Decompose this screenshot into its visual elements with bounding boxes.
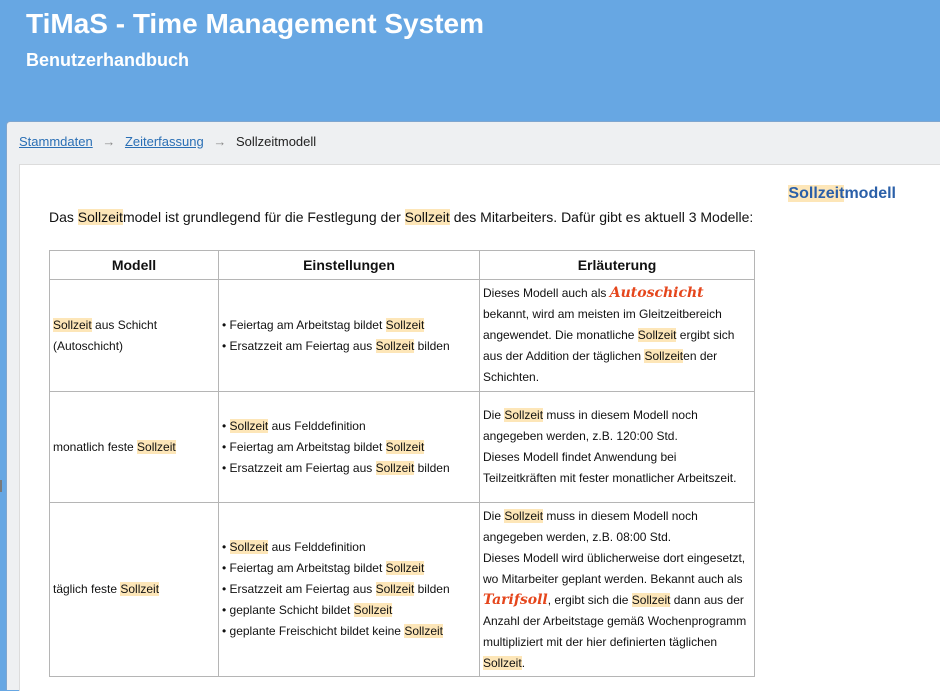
search-highlight: Sollzeit [120, 582, 160, 596]
breadcrumb-link-zeiterfassung[interactable]: Zeiterfassung [124, 134, 204, 149]
breadcrumb-link-stammdaten[interactable]: Stammdaten [19, 134, 93, 149]
frame-edge-marker [0, 480, 2, 492]
table-header-row [50, 251, 755, 280]
list-item: • geplante Schicht bildet Sollzeit [222, 603, 393, 617]
breadcrumb-separator: → [102, 134, 116, 149]
main-content [19, 164, 940, 691]
list-item: • Feiertag am Arbeitstag bildet Sollzeit [222, 439, 425, 454]
column-header-erlaeuterung: Erläuterung [480, 251, 755, 280]
list-item: • Sollzeit aus Felddefinition [222, 418, 366, 433]
breadcrumb-separator: → [213, 134, 227, 149]
list-item: • Ersatzzeit am Feiertag aus Sollzeit bilden [222, 582, 450, 596]
model-table [49, 250, 755, 677]
table-row [50, 392, 755, 503]
search-highlight: Sollzeit [404, 209, 450, 225]
content-frame [6, 121, 940, 690]
intro-text: Das Sollzeitmodel ist grundlegend für die Festlegung der Sollzeit des Mitarbeiters. Dafür gibt es aktuell 3 Modelle: [49, 209, 754, 225]
cell-einstellungen [219, 392, 480, 503]
cell-modell: täglich feste Sollzeit [50, 503, 219, 677]
page-title: Sollzeitmodell [788, 185, 896, 202]
cell-modell: monatlich feste Sollzeit [50, 392, 219, 503]
list-item: • Ersatzzeit am Feiertag aus Sollzeit bilden [222, 460, 450, 475]
search-highlight: Sollzeit [788, 185, 845, 202]
search-highlight: Sollzeit [77, 209, 123, 225]
cell-erlaeuterung: Die Sollzeit muss in diesem Modell noch angegeben werden, z.B. 120:00 Std. Dieses Modell findet Anwendung bei Teilzeitkräften mit fester monatlicher Arbeitszeit. [480, 392, 755, 503]
list-item: • geplante Freischicht bildet keine Sollzeit [222, 624, 443, 638]
column-header-einstellungen: Einstellungen [219, 251, 480, 280]
cell-modell: Sollzeit aus Schicht (Autoschicht) [50, 280, 219, 392]
term-tarifsoll: Tarifsoll [483, 591, 548, 608]
app-title: TiMaS - Time Management System [26, 8, 484, 39]
list-item: • Feiertag am Arbeitstag bildet Sollzeit [222, 317, 425, 332]
table-row [50, 503, 755, 677]
breadcrumb-current: Sollzeitmodell [235, 134, 317, 149]
term-autoschicht: Autoschicht [609, 285, 704, 301]
cell-einstellungen [219, 280, 480, 392]
breadcrumb [19, 134, 316, 149]
search-highlight: Sollzeit [53, 317, 92, 332]
list-item: • Sollzeit aus Felddefinition [222, 540, 366, 554]
cell-erlaeuterung: Die Sollzeit muss in diesem Modell noch angegeben werden, z.B. 08:00 Std. Dieses Modell wird üblicherweise dort eingesetzt, wo Mitarbeiter geplant werden. Bekannt auch als Tarifsoll, ergibt sich die Sollzeit dann aus der Anzahl der Arbeitstage gemäß Wochenprogramm multipliziert mit der hier definierten täglichen Sollzeit. [480, 503, 755, 677]
column-header-modell: Modell [50, 251, 219, 280]
app-subtitle: Benutzerhandbuch [26, 50, 190, 70]
table-row [50, 280, 755, 392]
search-highlight: Sollzeit [137, 439, 176, 454]
list-item: • Feiertag am Arbeitstag bildet Sollzeit [222, 561, 425, 575]
app-header [0, 0, 940, 120]
cell-erlaeuterung: Dieses Modell auch als Autoschicht bekannt, wird am meisten im Gleitzeitbereich angewendet. Die monatliche Sollzeit ergibt sich aus der Addition der täglichen Sollzeiten der Schichten. [480, 280, 755, 392]
list-item: • Ersatzzeit am Feiertag aus Sollzeit bilden [222, 338, 450, 353]
cell-einstellungen [219, 503, 480, 677]
